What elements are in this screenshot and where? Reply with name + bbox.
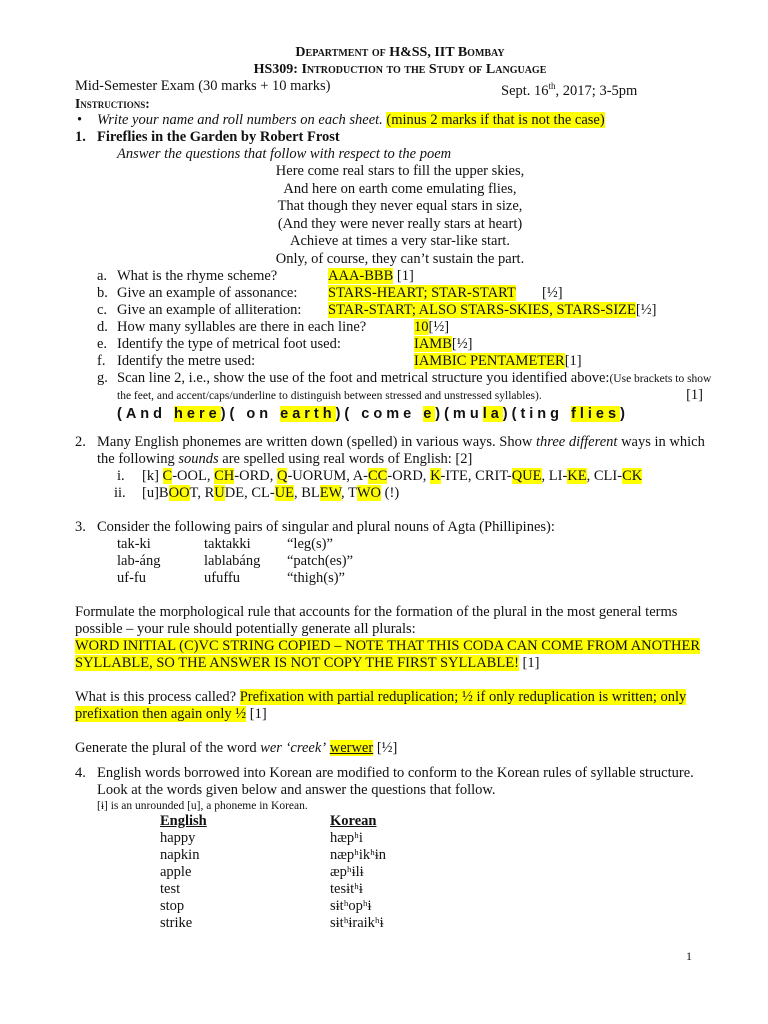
item-question: Scan line 2, i.e., show the use of the foot and metrical structure you identified above: bbox=[117, 370, 610, 386]
poem-line: (And they were never really stars at heart) bbox=[277, 215, 523, 232]
q2-text-emph: three different bbox=[535, 434, 618, 450]
item-mark: [1] bbox=[686, 387, 703, 403]
item-question: Identify the metre used: bbox=[117, 353, 256, 369]
item-answer: AAA-BBB bbox=[328, 268, 394, 284]
item-mark: [½] bbox=[451, 336, 473, 352]
item-label: d. bbox=[97, 319, 108, 335]
item-answer: IAMBIC PENTAMETER bbox=[414, 353, 565, 369]
q1-items bbox=[75, 268, 725, 426]
korean-row bbox=[75, 881, 725, 898]
rule-mark: [1] bbox=[518, 655, 540, 671]
exam-date-main: Sept. 16 bbox=[501, 82, 549, 99]
q2-text-part: ways in which the following bbox=[97, 434, 705, 467]
scan-stressed: earth bbox=[280, 406, 336, 422]
korean-word: sɨtʰopʰɨ bbox=[330, 898, 372, 914]
scan-syllable: )(ting bbox=[502, 406, 572, 422]
instructions-label: Instructions: bbox=[75, 96, 150, 111]
korean-row bbox=[75, 847, 725, 864]
singular: uf-fu bbox=[117, 570, 146, 586]
generate-answer: werwer bbox=[329, 740, 374, 756]
q3-text bbox=[75, 519, 725, 536]
item-answer: STAR-START; ALSO STARS-SKIES, STARS-SIZE bbox=[328, 302, 636, 318]
instruction-text: Write your name and roll numbers on each sheet. bbox=[97, 112, 383, 128]
q2-text-part: Many English phonemes are written down (spelled) in various ways. Show bbox=[97, 434, 536, 450]
spelling-part: -OOL, bbox=[172, 468, 215, 484]
generate-mark: [½] bbox=[373, 740, 398, 756]
department-heading: Department of H&SS, IIT Bombay bbox=[295, 45, 505, 60]
item-answer: STARS-HEART; STAR-START bbox=[328, 285, 516, 301]
item-question: Give an example of assonance: bbox=[117, 285, 298, 301]
spelling-hl: CC bbox=[368, 468, 388, 484]
q1-title-row bbox=[75, 129, 725, 146]
spelling-part: DE, CL- bbox=[224, 485, 275, 501]
exam-title: Mid-Semester Exam (30 marks + 10 marks) bbox=[75, 78, 331, 94]
scan-stressed: flies bbox=[571, 406, 621, 422]
singular: lab-áng bbox=[117, 553, 161, 569]
rule-answer-text: WORD INITIAL (C)VC STRING COPIED – NOTE THAT THIS CODA CAN COME FROM ANOTHER SYLLABLE, SO THE ANSWER IS NOT COPY THE FIRST SYLLABLE! bbox=[75, 638, 700, 671]
rule-answer bbox=[75, 638, 725, 672]
agta-pair bbox=[75, 570, 725, 587]
spelling-part: -ITE, CRIT- bbox=[440, 468, 512, 484]
page-number: 1 bbox=[686, 949, 692, 963]
spelling-part: -UORUM, A- bbox=[287, 468, 369, 484]
process-prompt: What is this process called? bbox=[75, 689, 240, 705]
spelling-hl: UE bbox=[274, 485, 295, 501]
gloss: “thigh(s)” bbox=[287, 570, 345, 586]
item-label: g. bbox=[97, 370, 108, 386]
q2-text-part: are spelled using real words of English: [2] bbox=[218, 451, 473, 467]
spelling-part: , BL bbox=[294, 485, 320, 501]
spelling-part: [k] bbox=[142, 468, 163, 484]
scan-line bbox=[75, 406, 725, 426]
spelling-part: [u]B bbox=[142, 485, 169, 501]
q2-number: 2. bbox=[75, 434, 86, 450]
q1-item bbox=[75, 302, 725, 319]
spelling-part: , CLI- bbox=[586, 468, 623, 484]
scan-stressed: e bbox=[423, 406, 436, 422]
q1-item bbox=[75, 285, 725, 302]
scan-stressed: la bbox=[482, 406, 503, 422]
spelling-hl: QUE bbox=[511, 468, 542, 484]
korean-word: sɨtʰɨraikʰɨ bbox=[330, 915, 384, 931]
item-mark: [½] bbox=[635, 302, 657, 318]
scan-syllable: )( on bbox=[220, 406, 281, 422]
plural: ufuffu bbox=[204, 570, 240, 586]
spelling-part: -ORD, bbox=[234, 468, 277, 484]
item-label: e. bbox=[97, 336, 108, 352]
item-note: (Use brackets to show the feet, and accent/caps/underline to distinguish between stressed and unstressed syllables). bbox=[117, 373, 712, 402]
spelling-part: -ORD, bbox=[387, 468, 431, 484]
generate-question bbox=[75, 740, 725, 757]
korean-table-header bbox=[75, 813, 725, 830]
item-question: What is the rhyme scheme? bbox=[117, 268, 278, 284]
exam-date-sup: th bbox=[548, 81, 556, 91]
course-title: Introduction to the Study of Language bbox=[301, 62, 547, 77]
spelling-hl: Q bbox=[276, 468, 288, 484]
q2-row-label: i. bbox=[117, 468, 125, 484]
scan-syllable: )( come bbox=[335, 406, 424, 422]
q4-text bbox=[75, 765, 725, 799]
plural: lablabáng bbox=[204, 553, 261, 569]
poem bbox=[75, 163, 725, 268]
q3-prompt: Consider the following pairs of singular and plural nouns of Agta (Phillipines): bbox=[97, 519, 555, 535]
q2-row bbox=[75, 485, 725, 502]
item-question: Identify the type of metrical foot used: bbox=[117, 336, 341, 352]
q1-item bbox=[75, 319, 725, 336]
item-question: How many syllables are there in each line? bbox=[117, 319, 367, 335]
korean-word: næpʰikʰɨn bbox=[330, 847, 387, 863]
spelling-hl: CK bbox=[622, 468, 643, 484]
q4-number: 4. bbox=[75, 765, 86, 781]
q1-item bbox=[75, 336, 725, 353]
q2-text-emph: sounds bbox=[178, 451, 219, 467]
course-heading bbox=[75, 61, 725, 78]
generate-prompt: Generate the plural of the word bbox=[75, 740, 261, 756]
korean-word: tesɨtʰɨ bbox=[330, 881, 363, 897]
agta-pair bbox=[75, 536, 725, 553]
korean-word: æpʰɨlɨ bbox=[330, 864, 364, 880]
scan-stressed: here bbox=[174, 406, 221, 422]
q2-row bbox=[75, 468, 725, 485]
korean-row bbox=[75, 915, 725, 932]
bullet: • bbox=[77, 112, 83, 128]
english-word: apple bbox=[160, 864, 192, 880]
process-mark: [1] bbox=[246, 706, 267, 722]
q3-number: 3. bbox=[75, 519, 86, 535]
english-word: napkin bbox=[160, 847, 200, 863]
item-label: c. bbox=[97, 302, 108, 318]
q1-item bbox=[75, 353, 725, 370]
korean-row bbox=[75, 864, 725, 881]
col-korean: Korean bbox=[330, 813, 377, 829]
item-question: Give an example of alliteration: bbox=[117, 302, 302, 318]
poem-line: Achieve at times a very star-like start. bbox=[290, 233, 510, 249]
plural: taktakki bbox=[204, 536, 251, 552]
item-mark: [1] bbox=[393, 268, 414, 284]
spelling-hl: CH bbox=[214, 468, 235, 484]
spelling-hl: WO bbox=[356, 485, 382, 501]
process-question bbox=[75, 689, 725, 723]
poem-line: And here on earth come emulating flies, bbox=[283, 180, 517, 197]
item-answer: 10 bbox=[414, 319, 429, 335]
exam-info-row bbox=[75, 78, 725, 99]
exam-page bbox=[75, 44, 725, 932]
korean-table bbox=[75, 813, 725, 932]
poem-line: Here come real stars to fill the upper skies, bbox=[275, 163, 525, 179]
agta-pairs bbox=[75, 536, 725, 587]
item-mark: [½] bbox=[542, 285, 563, 301]
q2-row-label: ii. bbox=[114, 485, 126, 501]
poem-line: Only, of course, they can’t sustain the part. bbox=[275, 250, 525, 267]
english-word: happy bbox=[160, 830, 196, 846]
instruction-item bbox=[75, 112, 725, 129]
item-label: f. bbox=[97, 353, 106, 369]
item-label: b. bbox=[97, 285, 108, 301]
scan-syllable: )(mu bbox=[435, 406, 483, 422]
item-mark: [1] bbox=[564, 353, 582, 369]
korean-row bbox=[75, 898, 725, 915]
item-label: a. bbox=[97, 268, 108, 284]
agta-pair bbox=[75, 553, 725, 570]
korean-word: hæpʰi bbox=[330, 830, 363, 846]
q4-prompt: English words borrowed into Korean are modified to conform to the Korean rules of syllable structure. Look at the words given below and answer the questions that follow. bbox=[97, 765, 694, 798]
q1-subtitle: Answer the questions that follow with respect to the poem bbox=[117, 146, 452, 162]
course-code: HS309: bbox=[253, 62, 302, 77]
korean-row bbox=[75, 830, 725, 847]
scan-syllable: ) bbox=[620, 406, 629, 422]
q1-number: 1. bbox=[75, 129, 86, 145]
english-word: stop bbox=[160, 898, 185, 914]
gloss: “leg(s)” bbox=[287, 536, 333, 552]
q1-title: Fireflies in the Garden by Robert Frost bbox=[97, 129, 340, 145]
exam-date-rest: , 2017; 3-5pm bbox=[555, 82, 638, 99]
scan-syllable: (And bbox=[117, 406, 175, 422]
q4-note: [ɨ] is an unrounded [u], a phoneme in Korean. bbox=[97, 800, 308, 812]
poem-line: That though they never equal stars in size, bbox=[277, 198, 523, 214]
spelling-part: T, R bbox=[189, 485, 215, 501]
item-mark: [½] bbox=[428, 319, 450, 335]
spelling-part: (!) bbox=[381, 485, 400, 501]
spelling-part: , T bbox=[341, 485, 357, 501]
spelling-hl: OO bbox=[168, 485, 190, 501]
spelling-hl: U bbox=[214, 485, 225, 501]
item-answer: IAMB bbox=[414, 336, 452, 352]
col-english: English bbox=[160, 813, 207, 829]
spelling-hl: KE bbox=[567, 468, 587, 484]
spelling-hl: C bbox=[162, 468, 173, 484]
q2-text bbox=[75, 434, 725, 468]
english-word: strike bbox=[160, 915, 193, 931]
rule-question: Formulate the morphological rule that accounts for the formation of the plural in the most general terms possible – your rule should potentially generate all plurals: bbox=[75, 604, 678, 637]
english-word: test bbox=[160, 881, 181, 897]
singular: tak-ki bbox=[117, 536, 151, 552]
spelling-part: , LI- bbox=[541, 468, 568, 484]
instruction-note: (minus 2 marks if that is not the case) bbox=[386, 112, 605, 128]
spelling-hl: K bbox=[430, 468, 441, 484]
gloss: “patch(es)” bbox=[287, 553, 354, 569]
q1-item-g bbox=[75, 370, 725, 404]
exam-date bbox=[501, 78, 637, 100]
generate-word: wer ‘creek’ bbox=[260, 740, 327, 756]
q1-item bbox=[75, 268, 725, 285]
spelling-hl: EW bbox=[319, 485, 342, 501]
process-answer: Prefixation with partial reduplication; ½ if only reduplication is written; only prefixation then again only ½ bbox=[75, 689, 687, 722]
